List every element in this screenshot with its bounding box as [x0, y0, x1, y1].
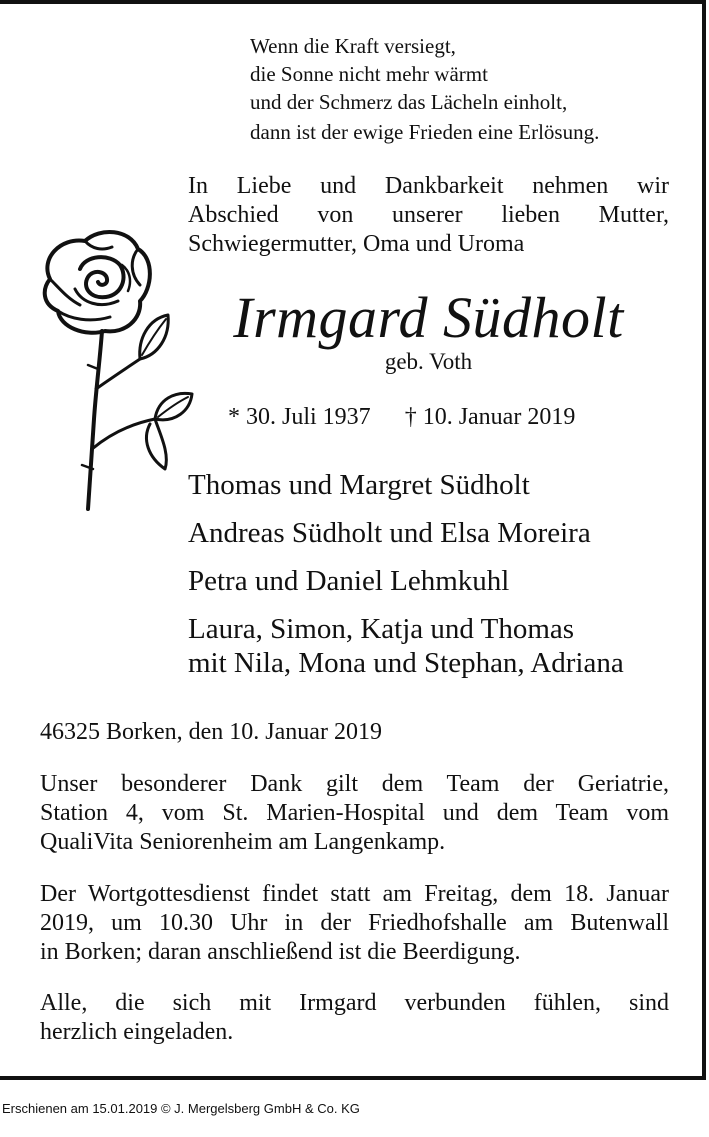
family-member: Andreas Südholt und Elsa Moreira [188, 517, 591, 549]
poem-line: und der Schmerz das Lächeln einholt, [250, 90, 568, 114]
rose-drawing-icon [30, 219, 200, 519]
death-date: † 10. Januar 2019 [404, 404, 576, 430]
deceased-name: Irmgard Südholt [233, 285, 624, 350]
poem [250, 32, 599, 146]
birth-date: * 30. Juli 1937 [228, 404, 371, 430]
poem-line: dann ist der ewige Frieden eine Erlösung. [250, 120, 600, 144]
maiden-name: geb. Voth [384, 349, 473, 374]
thanks-text [40, 770, 669, 857]
thanks-line: Station 4, vom St. Marien-Hospital und dem Team vom [40, 800, 669, 826]
service-line: Der Wortgottesdienst findet statt am Freitag, dem 18. Januar [40, 881, 669, 907]
family-member: mit Nila, Mona und Stephan, Adriana [188, 647, 624, 679]
intro-line: Abschied von unserer lieben Mutter, [188, 202, 669, 228]
poem-line: Wenn die Kraft versiegt, [250, 34, 456, 58]
thanks-line: Unser besonderer Dank gilt dem Team der Geriatrie, [40, 771, 669, 797]
publication-footer: Erschienen am 15.01.2019 © J. Mergelsberg GmbH & Co. KG [2, 1101, 360, 1116]
thanks-line: QualiVita Seniorenheim am Langenkamp. [40, 829, 446, 855]
life-dates [228, 402, 575, 432]
service-text [40, 880, 669, 967]
service-line: 2019, um 10.30 Uhr in der Friedhofshalle am Butenwall [40, 910, 669, 936]
intro-line: In Liebe und Dankbarkeit nehmen wir [188, 173, 669, 199]
place-date [40, 718, 669, 747]
intro-text [188, 172, 669, 259]
invitation-text [40, 989, 669, 1047]
family-member: Laura, Simon, Katja und Thomas [188, 613, 575, 645]
family-member: Petra und Daniel Lehmkuhl [188, 565, 510, 597]
poem-line: die Sonne nicht mehr wärmt [250, 62, 488, 86]
family-member: Thomas und Margret Südholt [188, 469, 530, 501]
invitation-line: Alle, die sich mit Irmgard verbunden fühlen, sind [40, 990, 669, 1016]
intro-line: Schwiegermutter, Oma und Uroma [188, 231, 525, 257]
invitation-line: herzlich eingeladen. [40, 1019, 234, 1045]
family-list [188, 468, 624, 680]
place-date-line: 46325 Borken, den 10. Januar 2019 [40, 719, 382, 745]
service-line: in Borken; daran anschließend ist die Beerdigung. [40, 939, 521, 965]
